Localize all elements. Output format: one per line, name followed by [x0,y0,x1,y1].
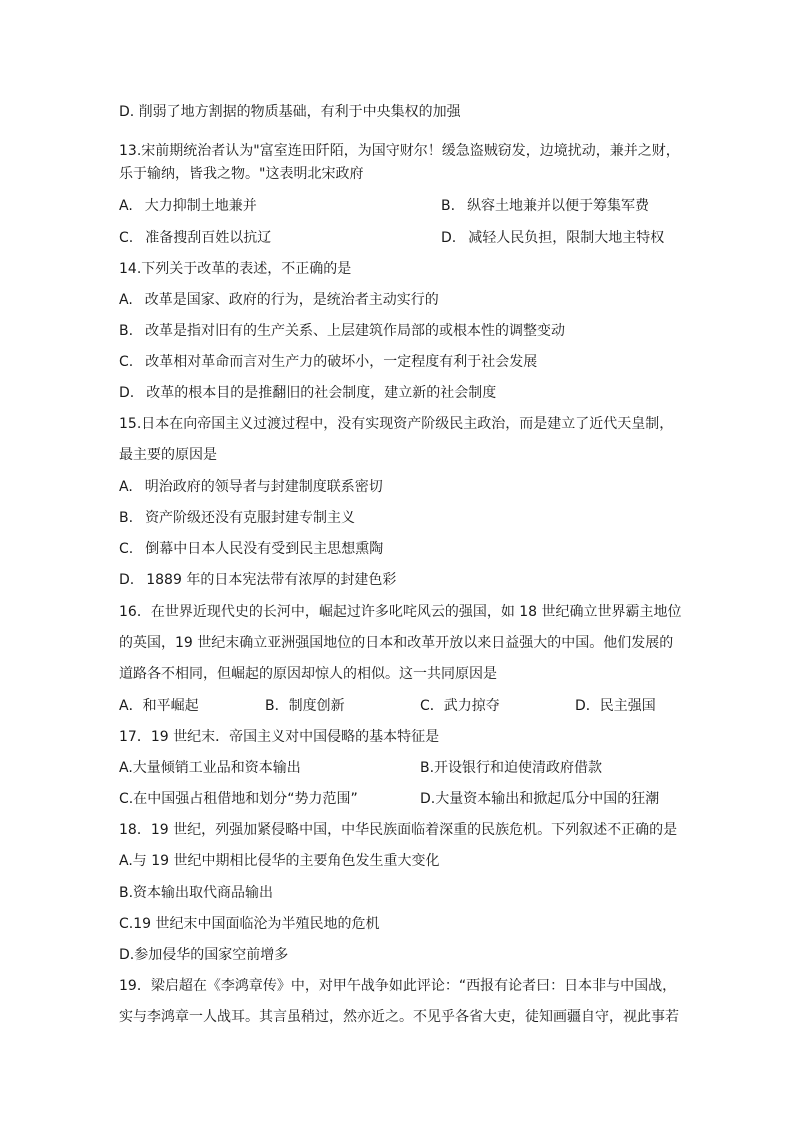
q16-stem-line-3: 道路各不相同，但崛起的原因却惊人的相似。这一共同原因是 [119,666,497,682]
option-letter: A. [119,198,133,214]
q17-option-b: B.开设银行和迫使清政府借款 [420,760,603,776]
q16-option-c: C．武力掠夺 [420,698,500,714]
option-text: 改革相对革命而言对生产力的破坏小，一定程度有利于社会发展 [145,354,538,370]
q15-option-a [119,477,383,497]
option-letter: B. [441,198,456,214]
option-text: 减轻人民负担，限制大地主特权 [468,230,665,246]
q14-option-c [119,352,537,372]
q14-option-b [119,321,565,341]
q17-option-a: A.大量倾销工业品和资本输出 [119,760,301,776]
q15-option-c [119,539,383,559]
q19-stem-line-1: 19．梁启超在《李鸿章传》中，对甲午战争如此评论：“西报有论者曰：日本非与中国战， [119,978,677,994]
option-text: 改革是国家、政府的行为，是统治者主动实行的 [144,292,439,308]
q18-option-b: B.资本输出取代商品输出 [119,885,274,901]
q13-stem-line-2: 乐于输纳，皆我之物。"这表明北宋政府 [119,166,364,182]
option-letter: D. [119,572,135,588]
q15-option-b [119,508,355,528]
option-text: 纵容土地兼并以便于筹集军费 [467,198,650,214]
option-letter: A. [119,479,133,495]
option-letter: A. [119,292,133,308]
q14-stem: 14.下列关于改革的表述，不正确的是 [119,261,352,277]
q13-option-d [441,228,664,248]
option-text: 资产阶级还没有克服封建专制主义 [145,510,356,526]
option-text: 大力抑制土地兼并 [144,198,257,214]
q17-option-d: D.大量资本输出和掀起瓜分中国的狂潮 [420,791,660,807]
q14-option-d [119,383,496,403]
q15-option-d [119,570,396,590]
option-letter: B. [119,323,134,339]
option-text: 明治政府的领导者与封建制度联系密切 [144,479,383,495]
q18-option-d: D.参加侵华的国家空前增多 [119,947,289,963]
q16-option-d: D．民主强国 [575,698,656,714]
option-letter: B. [119,510,134,526]
option-text: 改革是指对旧有的生产关系、上层建筑作局部的或根本性的调整变动 [145,323,566,339]
q17-option-c: C.在中国强占租借地和划分“势力范围” [119,791,358,807]
option-letter: D. [441,230,457,246]
q18-option-c: C.19 世纪末中国面临沦为半殖民地的危机 [119,916,380,932]
q19-stem-line-2: 实与李鸿章一人战耳。其言虽稍过，然亦近之。不见乎各省大吏，徒知画疆自守，视此事若 [119,1009,679,1025]
option-letter: C. [119,230,134,246]
q16-option-a: A．和平崛起 [119,698,199,714]
q16-stem-line-1: 16．在世界近现代史的长河中，崛起过许多叱咤风云的强国，如 18 世纪确立世界霸主地位 [119,604,682,620]
q18-stem: 18．19 世纪，列强加紧侵略中国，中华民族面临着深重的民族危机。下列叙述不正确的是 [119,822,678,838]
q16-option-b: B．制度创新 [265,698,345,714]
q13-option-b [441,196,649,216]
q15-stem-line-1: 15.日本在向帝国主义过渡过程中，没有实现资产阶级民主政治，而是建立了近代天皇制， [119,416,674,432]
q13-stem-line-1: 13.宋前期统治者认为"富室连田阡陌，为国守财尔！缓急盗贼窃发，边境扰动，兼并之财， [119,143,680,159]
option-text: 准备搜刮百姓以抗辽 [145,230,272,246]
q13-option-a [119,196,257,216]
q17-stem: 17．19 世纪末．帝国主义对中国侵略的基本特征是 [119,729,440,745]
q15-stem-line-2: 最主要的原因是 [119,447,217,463]
option-text: 1889 年的日本宪法带有浓厚的封建色彩 [146,572,397,588]
option-letter: D. [119,385,135,401]
option-letter: C. [119,354,134,370]
q13-option-c [119,228,271,248]
q12-option-d: D. 削弱了地方割据的物质基础，有利于中央集权的加强 [119,104,461,120]
q18-option-a: A.与 19 世纪中期相比侵华的主要角色发生重大变化 [119,853,440,869]
q16-stem-line-2: 的英国，19 世纪末确立亚洲强国地位的日本和改革开放以来日益强大的中国。他们发展的 [119,635,674,651]
option-letter: C. [119,541,134,557]
option-text: 倒幕中日本人民没有受到民主思想熏陶 [145,541,384,557]
option-text: 改革的根本目的是推翻旧的社会制度，建立新的社会制度 [146,385,497,401]
q14-option-a [119,290,439,310]
